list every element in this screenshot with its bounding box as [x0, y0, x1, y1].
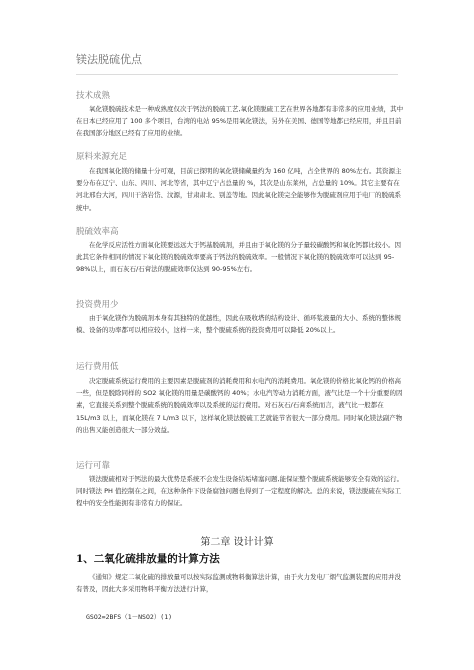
section-text-efficiency: 在化学反应活性方面氧化镁要远远大于钙基脱硫剂，并且由于氧化镁的分子量较碳酸钙和氧化钙都比较小。因此其它条件相同的情况下氧化镁的脱硫效率要高于钙法的脱硫效率。一般情况下氧化镁的脱硫效率可以达到 95-98%以上，而石灰石/石膏法的脱硫效率仅达到 90-95%左右。: [76, 241, 401, 274]
section-text-operating-cost: 决定脱硫系统运行费用的主要因素是脱硫剂的消耗费用和水电汽的消耗费用。氧化镁的价格比氧化钙的价格高一些，但是脱除同样的 SO2 氧化镁的用量是碳酸钙的 40%；水电汽等动力消耗方面，液气比是一个十分重要的因素，它直接关系到整个脱硫系统的脱硫效率以及系统的运行费用。对石灰石/石膏系统而言，液气比一般都在 15L/m3 以上，而氧化镁在 7 L/m3 以下，这样氧化镁法脱硫工艺就能节省很大一部分费用。同时氧化镁法副产物的出售又能创造很大一部分效益。: [76, 377, 403, 434]
section-text-investment: 由于氧化镁作为脱硫剂本身有其独特的优越性，因此在吸收塔的结构设计、循环浆液量的大小、系统的整体规模、设备的功率都可以相应较小，这样一来，整个脱硫系统的投资费用可以降低 20%以上。: [76, 314, 401, 335]
subsection-heading: 1、二氧化硫排放量的计算方法: [76, 553, 220, 565]
section-text-technology-maturity: 氧化镁脱硫技术是一种成熟度仅次于钙法的脱硫工艺,氧化镁脱硫工艺在世界各地都有非常多的应用业绩，其中在日本已经应用了 100 多个项目，台湾的电站 95%是用氧化镁法，另外在美国、德国等地都已经应用，并且目前在我国部分地区已经有了应用的业绩。: [76, 105, 404, 138]
section-heading-investment: 投资费用少: [76, 300, 119, 310]
section-heading-reliability: 运行可靠: [76, 461, 111, 471]
subsection-text: 《通知》规定二氧化硫的排放量可以按实际监测或物料衡算法计算，由于火力发电厂烟气监测装置的应用并没有普及，因此大多采用物料平衡方法进行计算，: [76, 573, 401, 594]
section-text-raw-material: 在我国氧化镁的储量十分可观，目前已探明的氧化镁储藏量约为 160 亿吨，占全世界的 80%左右。其资源主要分布在辽宁、山东、四川、河北等省，其中辽宁占总量的 %，其次是山东莱州，占总量的 10%。其它主要有在河北邢台大河，四川干洛岩岱、汶源，甘肃肃北、别盖等地。因此氧化镁完全能够作为脱硫剂应用于电厂的脱硫系统中。: [76, 167, 402, 212]
document-title: 镁法脱硫优点: [76, 53, 142, 66]
chapter-title: 第二章 设计计算: [200, 537, 274, 548]
section-heading-raw-material: 原料来源充足: [76, 152, 128, 162]
section-heading-technology-maturity: 技术成熟: [76, 91, 111, 101]
title-divider: [76, 74, 398, 75]
section-heading-efficiency: 脱硫效率高: [76, 227, 119, 237]
formula-line: GSO2=2BFS（1－NSO2）(1): [86, 613, 173, 621]
section-text-reliability: 镁法脱硫相对于钙法的最大优势是系统不会发生设备结垢堵塞问题,能保证整个脱硫系统能够安全有效的运行。同时镁法 PH 值控制在之间，在这种条件下设备腐蚀问题也得到了一定程度的解决。总的来说，镁法脱硫在实际工程中的安全性能拥有非常有力的保证。: [76, 475, 404, 508]
section-heading-operating-cost: 运行费用低: [76, 362, 119, 372]
